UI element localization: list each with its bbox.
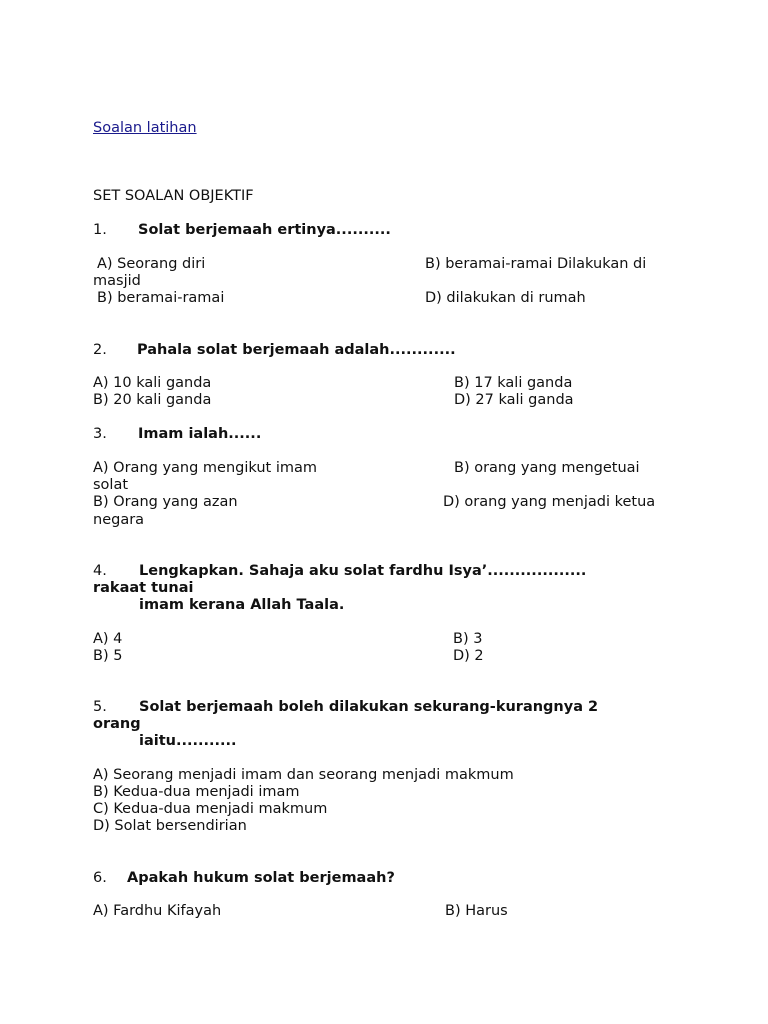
q1-option-c: B) beramai-ramai: [97, 290, 225, 306]
q3-option-b: B) orang yang mengetuai: [454, 460, 640, 476]
q2-option-d: D) 27 kali ganda: [454, 392, 574, 408]
q4-number: 4.: [93, 563, 107, 579]
q4-question-line2: imam kerana Allah Taala.: [139, 597, 345, 613]
q3-option-c: B) Orang yang azan: [93, 494, 238, 510]
q5-question: Solat berjemaah boleh dilakukan sekurang-kurangnya 2: [139, 699, 599, 715]
q4-question-wrap: rakaat tunai: [93, 580, 194, 596]
q2-option-b: B) 17 kali ganda: [454, 375, 573, 391]
q5-option-d: D) Solat bersendirian: [93, 818, 247, 834]
q3-option-d: D) orang yang menjadi ketua: [443, 494, 656, 510]
set-heading: SET SOALAN OBJEKTIF: [93, 188, 254, 204]
q1-question: Solat berjemaah ertinya..........: [138, 222, 391, 238]
q3-option-d-wrap: negara: [93, 512, 145, 528]
q5-option-b: B) Kedua-dua menjadi imam: [93, 784, 300, 800]
q2-question: Pahala solat berjemaah adalah............: [137, 342, 456, 358]
q6-option-a: A) Fardhu Kifayah: [93, 903, 222, 919]
q5-option-c: C) Kedua-dua menjadi makmum: [93, 801, 328, 817]
q4-option-c: B) 5: [93, 648, 123, 664]
q3-number: 3.: [93, 426, 107, 442]
q5-question-line2: iaitu...........: [139, 733, 237, 749]
q1-option-a: A) Seorang diri: [97, 256, 206, 272]
q1-number: 1.: [93, 222, 107, 238]
q2-number: 2.: [93, 342, 107, 358]
q4-option-a: A) 4: [93, 631, 123, 647]
q2-option-a: A) 10 kali ganda: [93, 375, 212, 391]
q6-option-b: B) Harus: [445, 903, 508, 919]
q4-question: Lengkapkan. Sahaja aku solat fardhu Isya’..................: [139, 563, 587, 579]
q6-question: Apakah hukum solat berjemaah?: [127, 870, 395, 886]
q1-option-b-wrap: masjid: [93, 273, 141, 289]
q5-number: 5.: [93, 699, 107, 715]
q3-option-b-wrap: solat: [93, 477, 129, 493]
soalan-latihan-link[interactable]: Soalan latihan: [93, 120, 197, 136]
q2-option-c: B) 20 kali ganda: [93, 392, 212, 408]
q3-option-a: A) Orang yang mengikut imam: [93, 460, 317, 476]
q4-option-d: D) 2: [453, 648, 484, 664]
q1-option-b: B) beramai-ramai Dilakukan di: [425, 256, 647, 272]
q3-question: Imam ialah......: [138, 426, 262, 442]
q5-question-wrap: orang: [93, 716, 141, 732]
q4-option-b: B) 3: [453, 631, 483, 647]
q5-option-a: A) Seorang menjadi imam dan seorang menjadi makmum: [93, 767, 514, 783]
q1-option-d: D) dilakukan di rumah: [425, 290, 586, 306]
q6-number: 6.: [93, 870, 107, 886]
